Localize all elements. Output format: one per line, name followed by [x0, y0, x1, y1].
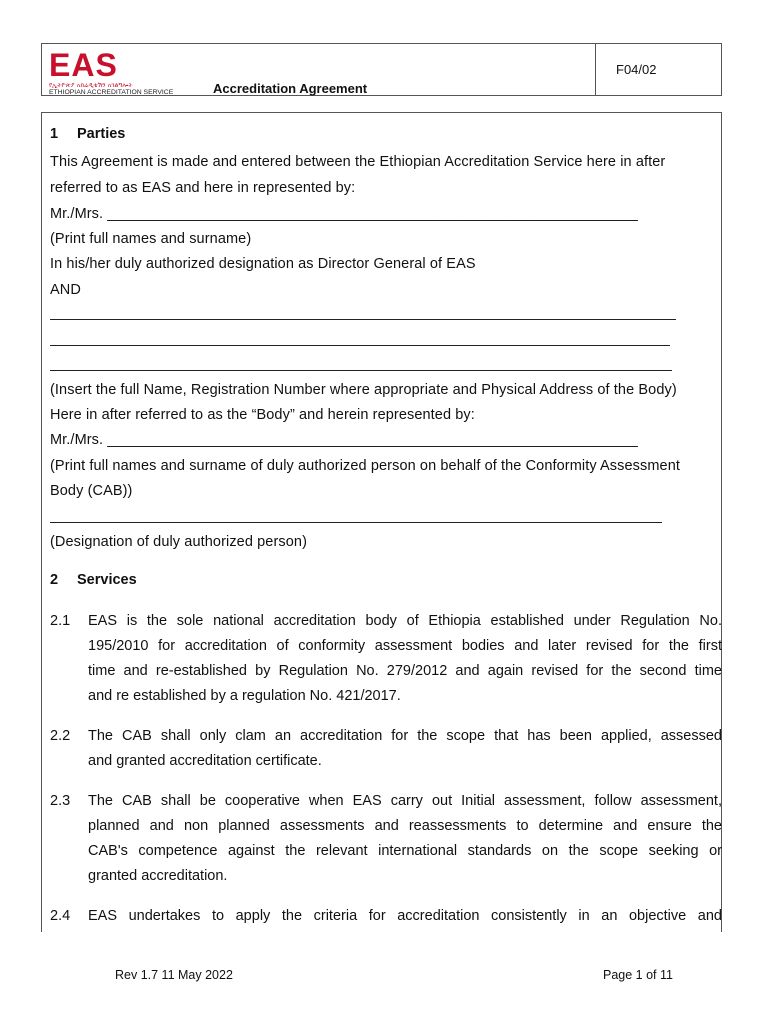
svg-text:የኢትዮጵያ አክሬዲቴሽን አገልግሎት: የኢትዮጵያ አክሬዲቴሽን አገልግሎት	[49, 81, 133, 89]
cab-representative-line: Mr./Mrs. _________________________________________________________________	[50, 432, 638, 448]
clause-line: and re established by a regulation No. 421/2017.	[88, 688, 401, 704]
clause-number: 2.2	[50, 728, 71, 744]
clause-line: 195/2010 for accreditation of conformity assessment bodies and later revised for the first	[88, 638, 722, 654]
section-number: 1	[50, 126, 59, 142]
designation-line: In his/her duly authorized designation as Director General of EAS	[50, 256, 476, 272]
section-title: Services	[77, 572, 137, 588]
intro-line-1: This Agreement is made and entered between the Ethiopian Accreditation Service here in after	[50, 154, 666, 170]
intro-line-2: referred to as EAS and here in represented by:	[50, 180, 356, 196]
revision-info: Rev 1.7 11 May 2022	[115, 968, 233, 982]
clause-line: CAB's competence against the relevant international standards on the scope seeking or	[88, 843, 722, 859]
designation-note: (Designation of duly authorized person)	[50, 534, 307, 550]
section-number: 2	[50, 572, 59, 588]
body-name-blank-2	[50, 345, 670, 346]
clause-line: and granted accreditation certificate.	[88, 753, 322, 769]
svg-text:EAS: EAS	[49, 49, 118, 83]
print-names-note: (Print full names and surname)	[50, 231, 252, 247]
body-name-blank-3	[50, 370, 672, 371]
document-header	[41, 43, 722, 96]
clause-number: 2.4	[50, 908, 71, 924]
clause-line: The CAB shall be cooperative when EAS carry out Initial assessment, follow assessment,	[88, 793, 722, 809]
page-number: Page 1 of 11	[603, 968, 673, 982]
form-code: F04/02	[616, 62, 657, 77]
clause-line: time and re-established by Regulation No. 279/2012 and again revised for the second time	[88, 663, 722, 679]
clause-line: The CAB shall only clam an accreditation for the scope that has been applied, assessed	[88, 728, 722, 744]
and-text: AND	[50, 282, 81, 298]
insert-details-note: (Insert the full Name, Registration Number where appropriate and Physical Address of the Body)	[50, 382, 677, 398]
svg-text:ETHIOPIAN ACCREDITATION SERVIC: ETHIOPIAN ACCREDITATION SERVICE	[49, 89, 174, 95]
print-cab-note-1: (Print full names and surname of duly authorized person on behalf of the Conformity Assessment	[50, 458, 681, 474]
clause-line: granted accreditation.	[88, 868, 228, 884]
clause-line: EAS undertakes to apply the criteria for accreditation consistently in an objective and	[88, 908, 722, 924]
eas-representative-line: Mr./Mrs. _________________________________________________________________	[50, 206, 638, 222]
clause-line: planned and non planned assessments and reassessments to determine and ensure the	[88, 818, 722, 834]
body-name-blank-1	[50, 319, 676, 320]
eas-logo	[47, 49, 209, 95]
clause-number: 2.1	[50, 613, 71, 629]
section-title: Parties	[77, 126, 126, 142]
print-cab-note-2: Body (CAB))	[50, 483, 133, 499]
document-title: Accreditation Agreement	[213, 81, 368, 96]
referred-body-line: Here in after referred to as the “Body” and herein represented by:	[50, 407, 475, 423]
clause-number: 2.3	[50, 793, 71, 809]
designation-blank	[50, 522, 662, 523]
header-divider	[595, 44, 596, 95]
clause-line: EAS is the sole national accreditation body of Ethiopia established under Regulation No.	[88, 613, 722, 629]
